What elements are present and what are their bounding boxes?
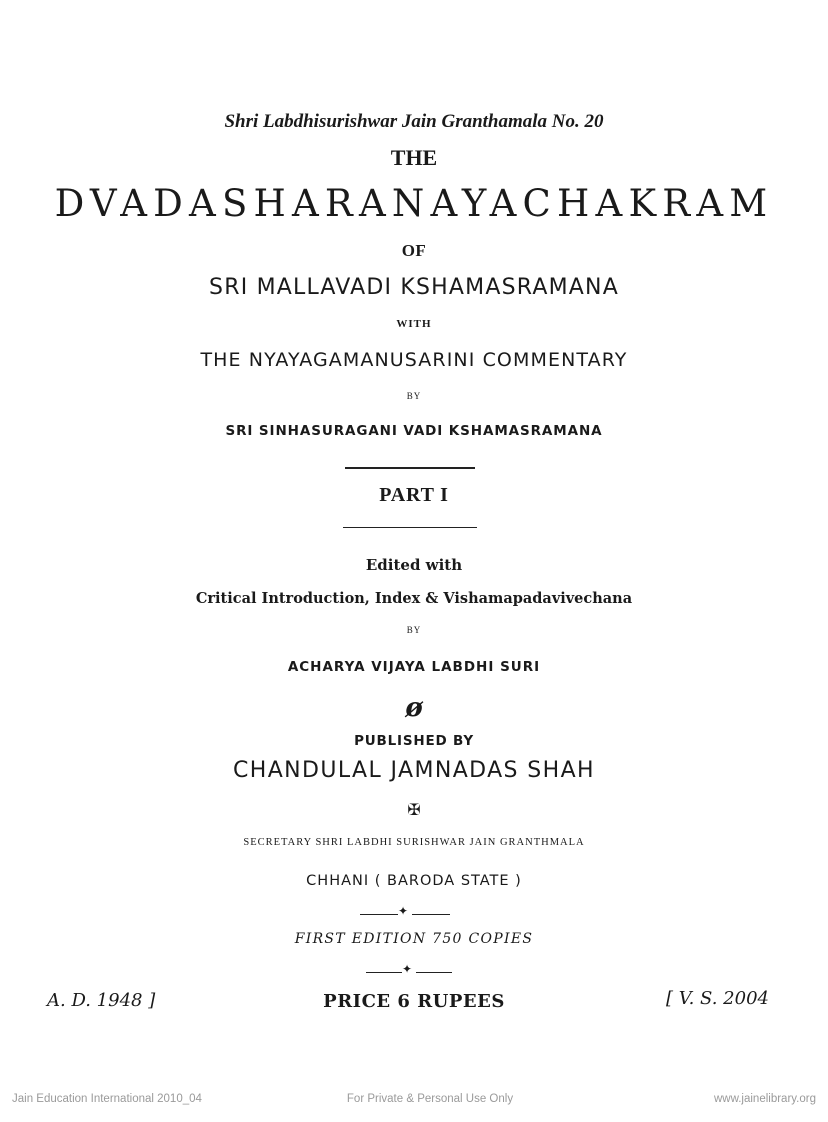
series-line: Shri Labdhisurishwar Jain Granthamala No. 20 [224, 111, 604, 132]
floral-ornament-icon: ✠ [407, 800, 421, 819]
divider-line-right [416, 972, 452, 973]
book-title: DVADASHARANAYACHAKRAM [54, 182, 774, 225]
price-line: PRICE 6 RUPEES [323, 991, 505, 1012]
place-line: CHHANI ( BARODA STATE ) [306, 873, 522, 889]
publisher-name: CHANDULAL JAMNADAS SHAH [232, 758, 596, 783]
footer-center: For Private & Personal Use Only [346, 1093, 514, 1105]
by-label-commentary: BY [406, 391, 422, 401]
the-label: THE [390, 145, 438, 170]
divider-rule-top [345, 467, 475, 469]
part-label: PART I [379, 484, 449, 506]
ornamental-divider-2 [366, 962, 452, 978]
with-label: WITH [396, 318, 432, 330]
edited-with-label: Edited with [365, 556, 463, 574]
divider-line-right [412, 914, 450, 915]
divider-star-icon: ✦ [402, 962, 413, 976]
of-label: OF [401, 241, 427, 260]
commentary-title: THE NYAYAGAMANUSARINI COMMENTARY [200, 349, 628, 371]
divider-line-left [366, 972, 402, 973]
edition-line: FIRST EDITION 750 COPIES [294, 931, 534, 947]
ornamental-divider-1 [360, 904, 450, 920]
divider-rule-bottom [343, 527, 477, 528]
edition-contents: Critical Introduction, Index & Vishamapadavivechana [195, 590, 633, 607]
divider-line-left [360, 914, 398, 915]
commentator-name: SRI SINHASURAGANI VADI KSHAMASRAMANA [225, 423, 603, 439]
vs-year: [ V. S. 2004 [666, 988, 769, 1009]
secretary-line: SECRETARY SHRI LABDHI SURISHWAR JAIN GRANTHMALA [243, 837, 585, 848]
by-label-editor: BY [406, 625, 422, 635]
editor-name: ACHARYA VIJAYA LABDHI SURI [287, 659, 541, 675]
leaf-ornament-icon: ø [405, 693, 423, 723]
footer-link[interactable]: www.jainelibrary.org [713, 1093, 816, 1105]
divider-star-icon: ✦ [398, 904, 409, 918]
ad-year: A. D. 1948 ] [47, 990, 156, 1011]
footer-left: Jain Education International 2010_04 [12, 1093, 202, 1105]
published-by-label: PUBLISHED BY [354, 733, 474, 749]
author-name: SRI MALLAVADI KSHAMASRAMANA [209, 275, 619, 300]
